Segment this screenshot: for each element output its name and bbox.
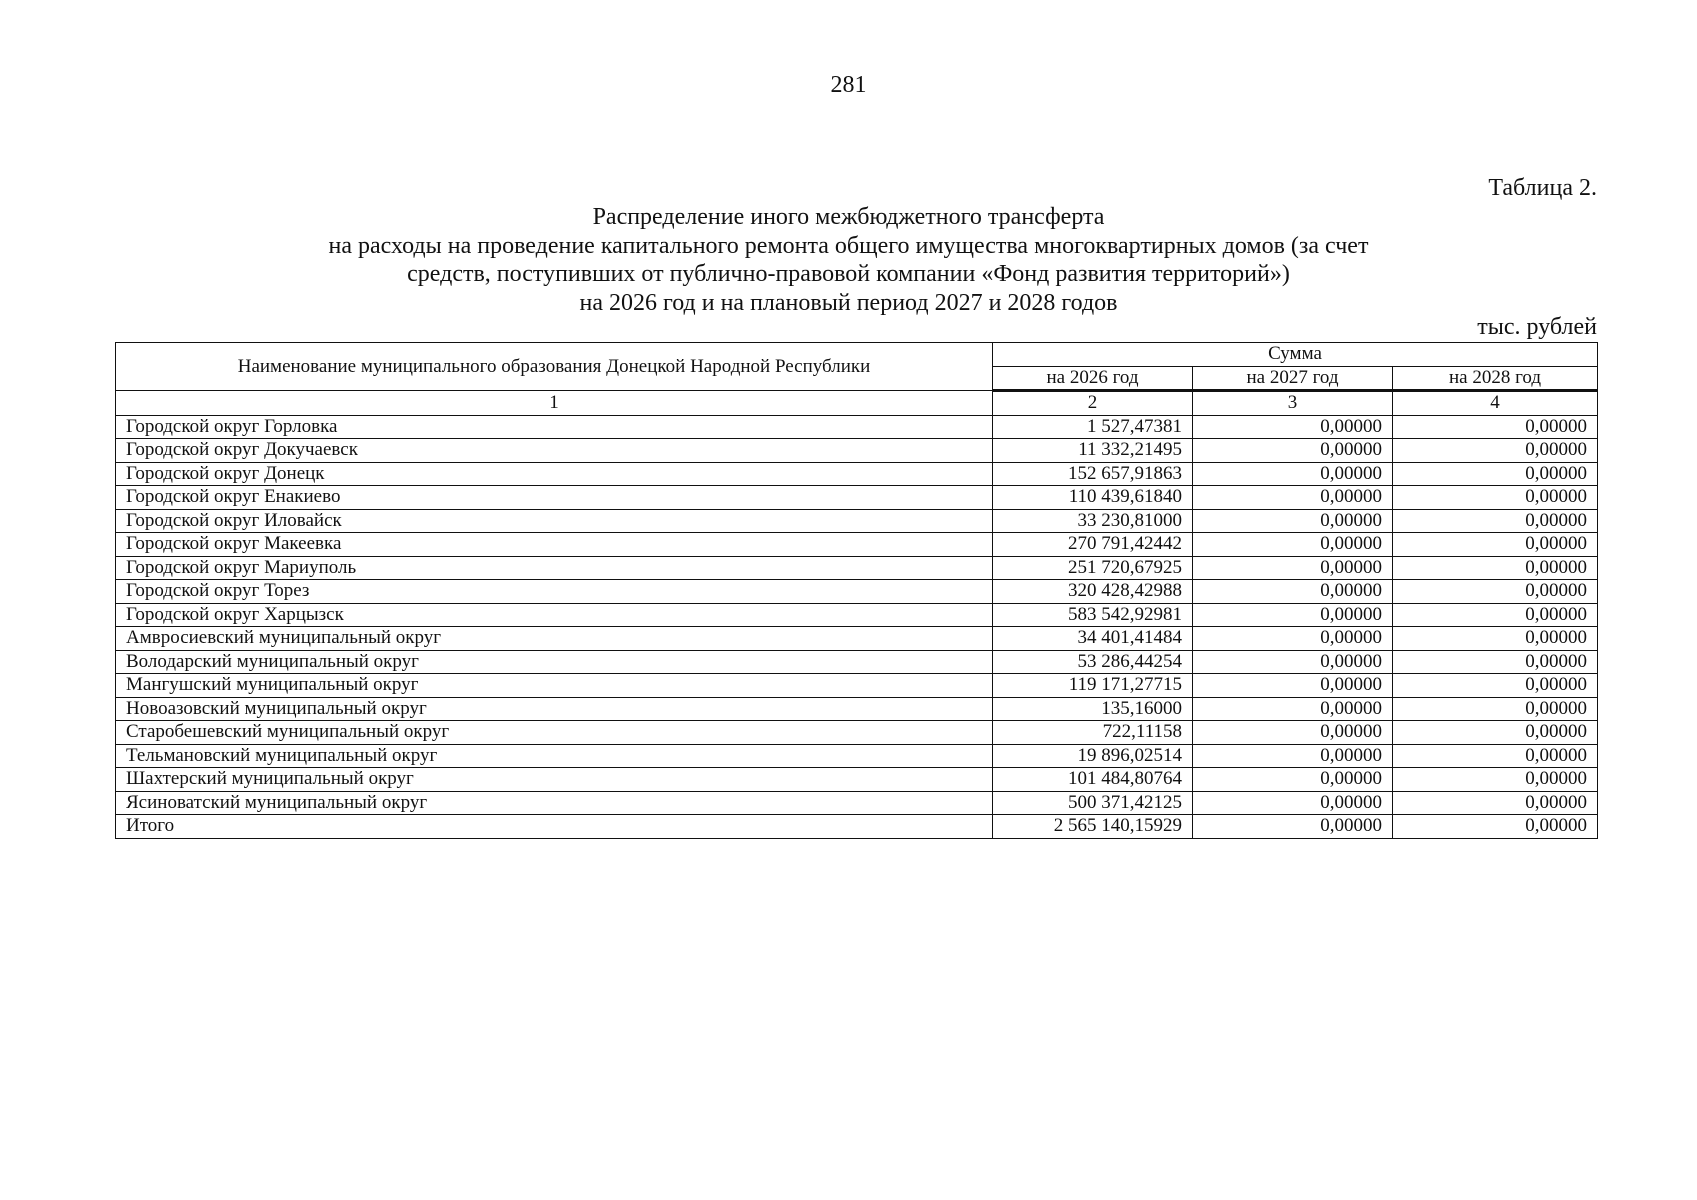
municipality-name: Володарский муниципальный округ [116, 650, 993, 674]
document-title [0, 203, 1697, 317]
municipality-name: Итого [116, 815, 993, 839]
value-2026: 500 371,42125 [993, 791, 1193, 815]
value-2028: 0,00000 [1393, 462, 1598, 486]
table-row [116, 556, 1598, 580]
value-2026: 101 484,80764 [993, 768, 1193, 792]
value-2027: 0,00000 [1193, 580, 1393, 604]
value-2026: 119 171,27715 [993, 674, 1193, 698]
value-2027: 0,00000 [1193, 721, 1393, 745]
value-2026: 251 720,67925 [993, 556, 1193, 580]
column-number: 3 [1193, 391, 1393, 416]
value-2027: 0,00000 [1193, 462, 1393, 486]
column-number: 2 [993, 391, 1193, 416]
sum-header: Сумма [993, 343, 1598, 367]
value-2027: 0,00000 [1193, 768, 1393, 792]
value-2028: 0,00000 [1393, 533, 1598, 557]
value-2026: 152 657,91863 [993, 462, 1193, 486]
year-2026-header: на 2026 год [993, 366, 1193, 391]
column-number: 4 [1393, 391, 1598, 416]
municipality-name: Городской округ Горловка [116, 415, 993, 439]
municipality-name: Городской округ Мариуполь [116, 556, 993, 580]
value-2028: 0,00000 [1393, 721, 1598, 745]
value-2027: 0,00000 [1193, 674, 1393, 698]
value-2028: 0,00000 [1393, 415, 1598, 439]
title-line: на 2026 год и на плановый период 2027 и 2028 годов [579, 289, 1118, 316]
value-2027: 0,00000 [1193, 603, 1393, 627]
value-2028: 0,00000 [1393, 603, 1598, 627]
value-2028: 0,00000 [1393, 697, 1598, 721]
table-row [116, 439, 1598, 463]
total-row [116, 815, 1598, 839]
table-row [116, 415, 1598, 439]
title-line: на расходы на проведение капитального ремонта общего имущества многоквартирных домов (за счет [328, 232, 1369, 259]
table-row [116, 580, 1598, 604]
value-2027: 0,00000 [1193, 697, 1393, 721]
title-line: Распределение иного межбюджетного трансферта [592, 204, 1105, 230]
value-2026: 19 896,02514 [993, 744, 1193, 768]
value-2027: 0,00000 [1193, 744, 1393, 768]
year-2028-header: на 2028 год [1393, 366, 1598, 391]
page-number: 281 [830, 72, 867, 98]
municipality-name: Амвросиевский муниципальный округ [116, 627, 993, 651]
table-label: Таблица 2. [1488, 175, 1597, 201]
table-row [116, 721, 1598, 745]
units-label: тыс. рублей [1477, 314, 1597, 340]
value-2027: 0,00000 [1193, 791, 1393, 815]
value-2028: 0,00000 [1393, 556, 1598, 580]
value-2026: 722,11158 [993, 721, 1193, 745]
value-2026: 270 791,42442 [993, 533, 1193, 557]
table-row [116, 650, 1598, 674]
table-row [116, 486, 1598, 510]
value-2026: 135,16000 [993, 697, 1193, 721]
value-2028: 0,00000 [1393, 650, 1598, 674]
value-2028: 0,00000 [1393, 439, 1598, 463]
value-2027: 0,00000 [1193, 439, 1393, 463]
value-2028: 0,00000 [1393, 509, 1598, 533]
value-2026: 1 527,47381 [993, 415, 1193, 439]
value-2026: 583 542,92981 [993, 603, 1193, 627]
municipality-name: Старобешевский муниципальный округ [116, 721, 993, 745]
value-2026: 34 401,41484 [993, 627, 1193, 651]
value-2028: 0,00000 [1393, 791, 1598, 815]
municipality-name: Новоазовский муниципальный округ [116, 697, 993, 721]
value-2027: 0,00000 [1193, 556, 1393, 580]
value-2026: 110 439,61840 [993, 486, 1193, 510]
column-number: 1 [116, 391, 993, 416]
municipality-name: Ясиноватский муниципальный округ [116, 791, 993, 815]
value-2026: 53 286,44254 [993, 650, 1193, 674]
municipality-name: Тельмановский муниципальный округ [116, 744, 993, 768]
table-row [116, 533, 1598, 557]
table-row [116, 768, 1598, 792]
value-2028: 0,00000 [1393, 815, 1598, 839]
municipality-name-header: Наименование муниципального образования Донецкой Народной Республики [116, 343, 993, 391]
value-2026: 2 565 140,15929 [993, 815, 1193, 839]
municipality-name: Городской округ Харцызск [116, 603, 993, 627]
municipality-name: Городской округ Макеевка [116, 533, 993, 557]
title-line: средств, поступивших от публично-правовой компании «Фонд развития территорий») [407, 261, 1290, 287]
table-row [116, 603, 1598, 627]
value-2027: 0,00000 [1193, 533, 1393, 557]
municipality-name: Шахтерский муниципальный округ [116, 768, 993, 792]
value-2028: 0,00000 [1393, 627, 1598, 651]
value-2028: 0,00000 [1393, 744, 1598, 768]
value-2027: 0,00000 [1193, 815, 1393, 839]
table-row [116, 791, 1598, 815]
value-2026: 320 428,42988 [993, 580, 1193, 604]
value-2027: 0,00000 [1193, 486, 1393, 510]
municipality-name: Городской округ Донецк [116, 462, 993, 486]
column-number-row [116, 391, 1598, 416]
table-row [116, 462, 1598, 486]
municipality-name: Городской округ Торез [116, 580, 993, 604]
value-2027: 0,00000 [1193, 509, 1393, 533]
value-2028: 0,00000 [1393, 486, 1598, 510]
value-2026: 33 230,81000 [993, 509, 1193, 533]
municipality-name: Мангушский муниципальный округ [116, 674, 993, 698]
value-2028: 0,00000 [1393, 580, 1598, 604]
value-2028: 0,00000 [1393, 674, 1598, 698]
value-2027: 0,00000 [1193, 650, 1393, 674]
municipality-name: Городской округ Докучаевск [116, 439, 993, 463]
municipality-name: Городской округ Иловайск [116, 509, 993, 533]
value-2026: 11 332,21495 [993, 439, 1193, 463]
municipality-name: Городской округ Енакиево [116, 486, 993, 510]
value-2028: 0,00000 [1393, 768, 1598, 792]
table-row [116, 674, 1598, 698]
table-row [116, 697, 1598, 721]
table-row [116, 509, 1598, 533]
value-2027: 0,00000 [1193, 415, 1393, 439]
table-row [116, 627, 1598, 651]
transfer-table [115, 342, 1598, 839]
value-2027: 0,00000 [1193, 627, 1393, 651]
table-row [116, 744, 1598, 768]
year-2027-header: на 2027 год [1193, 366, 1393, 391]
